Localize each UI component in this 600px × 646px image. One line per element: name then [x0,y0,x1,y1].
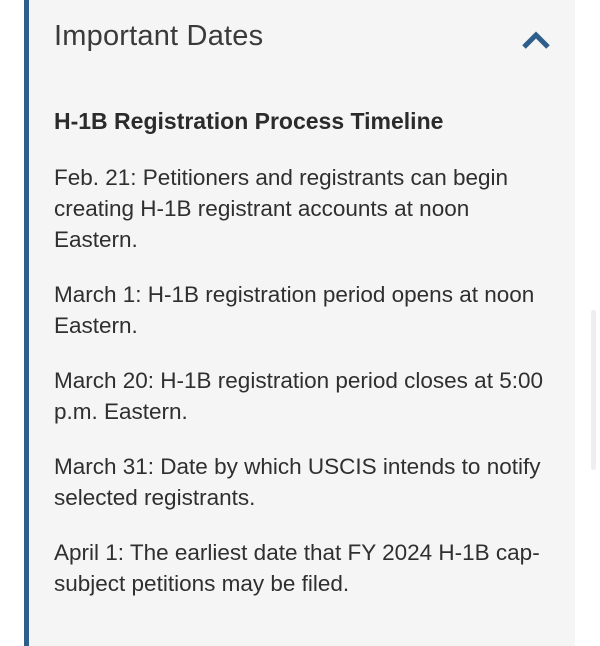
timeline-item: March 31: Date by which USCIS intends to notify selected registrants. [54,454,541,510]
timeline-list [54,162,559,623]
important-dates-accordion [24,0,575,646]
timeline-item: April 1: The earliest date that FY 2024 H-1B cap-subject petitions may be filed. [54,540,540,596]
accordion-title[interactable]: Important Dates [54,20,264,52]
timeline-item: March 20: H-1B registration period closes at 5:00 p.m. Eastern. [54,368,543,424]
chevron-up-icon[interactable] [521,30,551,50]
scrollbar[interactable] [591,310,596,470]
timeline-item: Feb. 21: Petitioners and registrants can begin creating H-1B registrant accounts at noon Eastern. [54,165,509,252]
timeline-item: March 1: H-1B registration period opens at noon Eastern. [54,282,535,338]
timeline-heading: H-1B Registration Process Timeline [54,108,444,134]
